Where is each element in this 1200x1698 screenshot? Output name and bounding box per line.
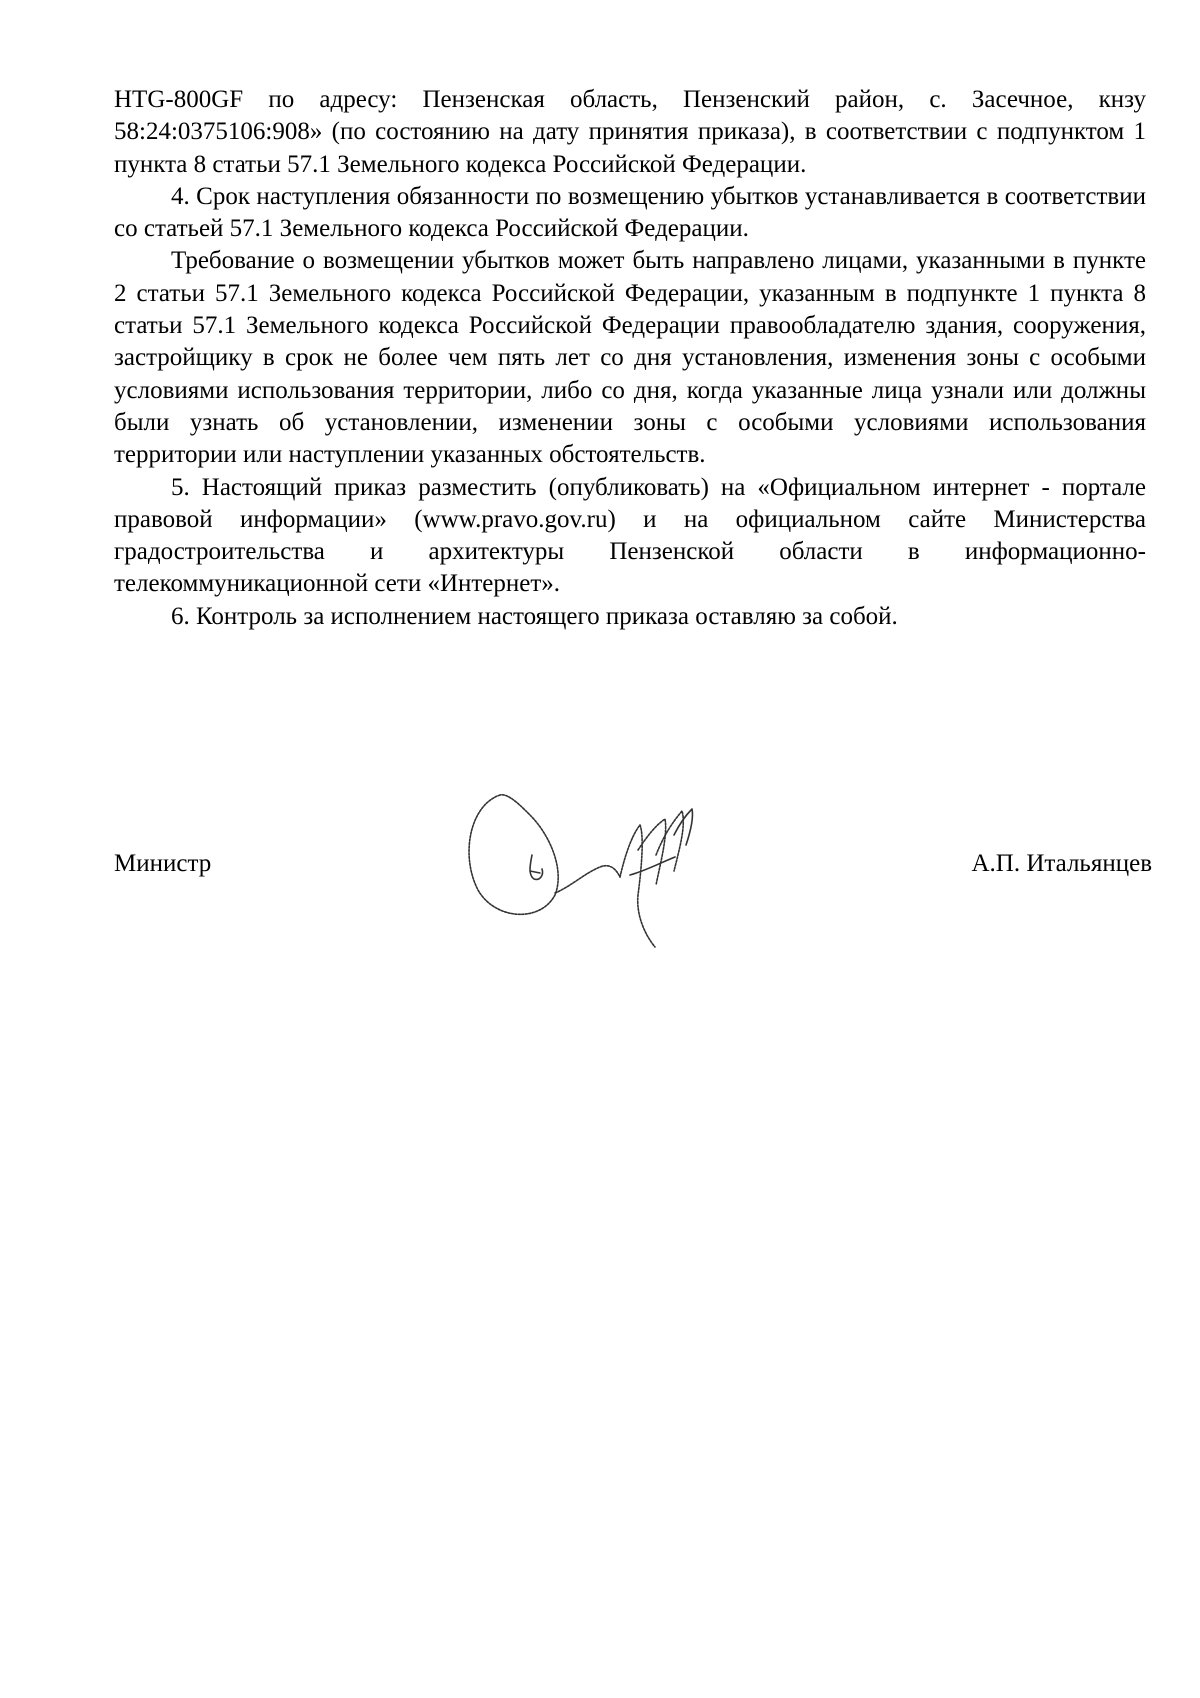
- paragraph-claim-requirement: Требование о возмещении убытков может быть направлено лицами, указанными в пункте 2 статьи 57.1 Земельного кодекса Российской Федерации, указанным в подпункте 1 пункта 8 статьи 57.1 Земельного кодекса Российской Федерации правообладателю здания, сооружения, застройщику в срок не более чем пять лет со дня установления, изменения зоны с особыми условиями использования территории, либо со дня, когда указанные лица узнали или должны были узнать об установлении, изменении зоны с особыми условиями использования территории или наступлении указанных обстоятельств.: [114, 247, 1146, 469]
- handwritten-signature: [460, 775, 730, 955]
- paragraph-item-5: 5. Настоящий приказ разместить (опубликовать) на «Официальном интернет - портале правовой информации» (www.pravo.gov.ru) и на официальном сайте Министерства градостроительства и архитектуры Пензенской области в информационно-телекоммуникационной сети «Интернет».: [114, 473, 1146, 598]
- paragraph-continuation: HTG-800GF по адресу: Пензенская область, Пензенский район, с. Засечное, кнзу 58:24:0375106:908» (по состоянию на дату принятия приказа), в соответствии с подпунктом 1 пункта 8 статьи 57.1 Земельного кодекса Российской Федерации.: [114, 86, 1146, 178]
- paragraph-item-4: 4. Срок наступления обязанности по возмещению убытков устанавливается в соответствии со статьей 57.1 Земельного кодекса Российской Федерации.: [114, 182, 1146, 243]
- document-body: [114, 84, 1146, 633]
- signatory-role: Министр: [114, 850, 212, 877]
- signatory-name: А.П. Итальянцев: [971, 850, 1152, 877]
- paragraph-item-6: 6. Контроль за исполнением настоящего приказа оставляю за собой.: [171, 602, 898, 630]
